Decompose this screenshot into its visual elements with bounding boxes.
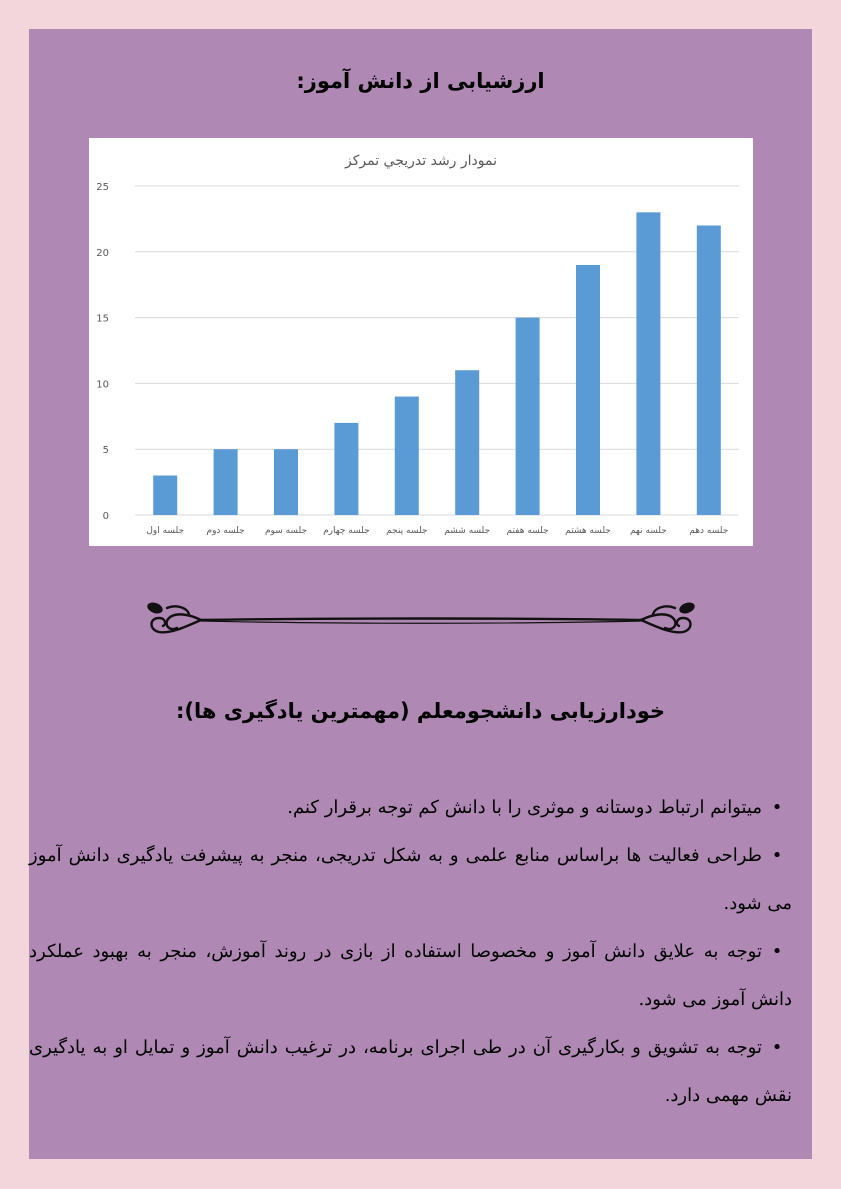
y-tick-label: 20 — [96, 247, 109, 259]
bar — [395, 397, 419, 515]
y-tick-label: 15 — [96, 313, 109, 325]
list-item: •میتوانم ارتباط دوستانه و موثری را با دانش کم توجه برقرار کنم. — [29, 784, 792, 832]
bullet-icon: • — [771, 797, 783, 818]
bar — [153, 476, 177, 515]
content-panel — [29, 29, 812, 1159]
y-tick-label: 25 — [96, 182, 109, 193]
ornamental-scroll-divider-icon — [141, 594, 701, 646]
x-tick-label: جلسه پنجم — [386, 526, 428, 536]
bar — [214, 449, 238, 515]
list-item: •توجه به تشویق و بکارگیری آن در طی اجرای برنامه، در ترغیب دانش آموز و تمایل او به یادگیری نقش مهمی دارد. — [29, 1024, 792, 1120]
chart-canvas — [89, 138, 753, 546]
bar — [274, 449, 298, 515]
bar — [455, 370, 479, 515]
bar-chart — [89, 138, 753, 546]
y-tick-label: 10 — [96, 379, 109, 391]
x-tick-label: جلسه هفتم — [506, 526, 549, 536]
list-item: •طراحی فعالیت ها براساس منابع علمی و به شکل تدریجی، منجر به پیشرفت یادگیری دانش آموز می شود. — [29, 832, 792, 928]
x-tick-label: جلسه اول — [146, 526, 185, 536]
bar — [516, 318, 540, 515]
y-tick-label: 5 — [102, 445, 109, 457]
bullet-icon: • — [771, 941, 783, 962]
x-tick-label: جلسه دوم — [206, 526, 245, 536]
x-tick-label: جلسه ششم — [444, 526, 491, 536]
x-tick-label: جلسه نهم — [629, 526, 667, 536]
chart-title: نمودار رشد تدريجي تمرکز — [344, 153, 498, 169]
x-tick-label: جلسه هشتم — [565, 526, 611, 536]
bar — [334, 423, 358, 515]
bar — [636, 212, 660, 515]
bar — [697, 225, 721, 515]
x-tick-label: جلسه دهم — [689, 526, 729, 536]
list-item: •توجه به علایق دانش آموز و مخصوصا استفاده از بازی در روند آموزش، منجر به بهبود عملکرد دانش آموز می شود. — [29, 928, 792, 1024]
y-tick-label: 0 — [102, 511, 109, 522]
section-title-self-assessment: خودارزیابی دانشجومعلم (مهمترین یادگیری ها): — [175, 699, 666, 723]
bullet-icon: • — [771, 845, 783, 866]
x-tick-label: جلسه سوم — [264, 526, 308, 536]
bullet-icon: • — [771, 1037, 783, 1058]
bar — [576, 265, 600, 515]
section-title-student-assessment: ارزشیابی از دانش آموز: — [296, 69, 545, 93]
x-tick-label: جلسه چهارم — [323, 526, 370, 536]
learning-points-list — [29, 784, 792, 1120]
